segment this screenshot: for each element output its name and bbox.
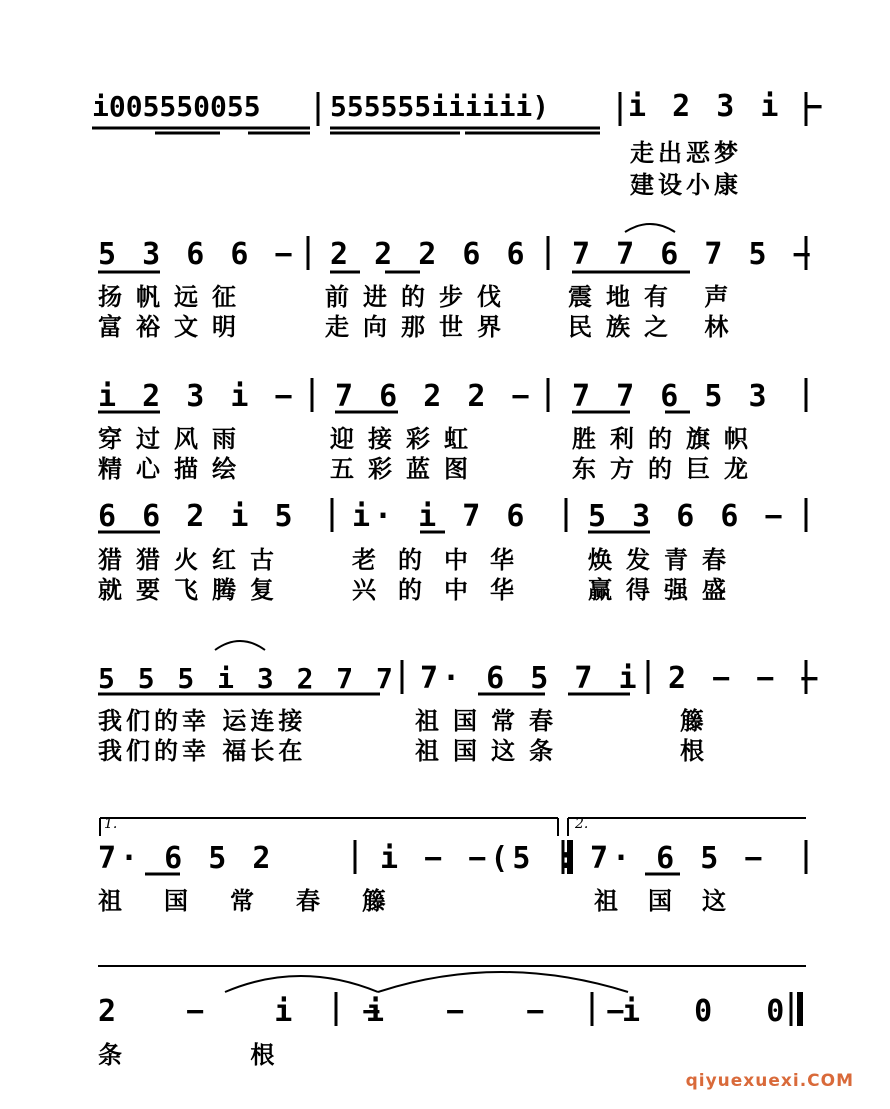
- s1-measure-1: i005550055: [92, 90, 261, 123]
- s3-lyric-1a: 穿过风雨: [98, 424, 250, 453]
- s7-measure-3: i 0 0: [622, 994, 803, 1029]
- s4-measure-1: 6 6 2 i 5: [98, 499, 297, 534]
- s2-measure-2: 2 2 2 6 6: [330, 237, 529, 272]
- s4-lyric-2c: 赢得强盛: [588, 575, 740, 604]
- s5-measure-1: 5 5 5 i 3 2 7 7: [98, 662, 396, 695]
- s4-measure-2: i· i 7 6: [352, 499, 529, 534]
- s5-measure-3: 2 − − −: [668, 661, 823, 696]
- s3-measure-3: 7 7 6 5 3: [572, 379, 771, 414]
- s4-lyric-1b: 老的中华: [352, 545, 536, 574]
- s1-lyric-2: 建设小康: [630, 170, 742, 199]
- s5-measure-2: 7· 6 5 7 i: [420, 661, 641, 696]
- s6-lyric-1a: 祖国常春籐: [98, 886, 428, 915]
- s5-lyric-1b: 祖国常春: [415, 706, 567, 735]
- s5-lyric-1a: 我们的幸 运连接: [98, 706, 307, 735]
- s3-lyric-1b: 迎接彩虹: [330, 424, 482, 453]
- s6-measure-3: 7· 6 5 −: [590, 841, 767, 876]
- ending-2-label: 2.: [575, 816, 589, 832]
- tie: [225, 976, 378, 992]
- s2-lyric-2b: 走向那世界: [325, 312, 515, 341]
- s3-measure-2: 7 6 2 2 −: [335, 379, 534, 414]
- s3-lyric-2b: 五彩蓝图: [330, 454, 482, 483]
- s5-lyric-1c: 籐: [680, 706, 718, 735]
- s4-lyric-2b: 兴的中华: [352, 575, 536, 604]
- s2-lyric-1a: 扬帆远征: [98, 282, 250, 311]
- tie: [378, 972, 628, 992]
- s7-measure-1: 2 − i −: [98, 994, 407, 1029]
- ending-1-label: 1.: [104, 816, 118, 832]
- s2-lyric-1b: 前进的步伐: [325, 282, 515, 311]
- s4-lyric-1c: 焕发青春: [588, 545, 740, 574]
- s3-lyric-1c: 胜利的旗帜: [572, 424, 762, 453]
- tie: [625, 224, 675, 232]
- s7-lyric-1a: 条 根: [98, 1040, 335, 1069]
- s1-measure-2: 555555iiiiii): [330, 90, 550, 123]
- watermark: qiyuexuexi.COM: [685, 1071, 854, 1091]
- s3-measure-1: i 2 3 i −: [98, 379, 297, 414]
- s5-lyric-2a: 我们的幸 福长在: [98, 736, 307, 765]
- s1-measure-3: i 2 3 i −: [628, 89, 827, 124]
- s5-lyric-2b: 祖国这条: [415, 736, 567, 765]
- s7-measure-2: i − − −: [366, 994, 647, 1029]
- s2-measure-1: 5 3 6 6 −: [98, 237, 297, 272]
- s6-measure-2: i − −(5 :: [380, 841, 579, 876]
- s2-lyric-2c: 民族之 林: [568, 312, 743, 341]
- s6-measure-1: 7· 6 5 2: [98, 841, 275, 876]
- s4-lyric-2a: 就要飞腾复: [98, 575, 288, 604]
- s1-lyric-1: 走出恶梦: [630, 138, 742, 167]
- s5-lyric-2c: 根: [680, 736, 718, 765]
- s4-lyric-1a: 猎猎火红古: [98, 545, 288, 574]
- s3-lyric-2c: 东方的巨龙: [572, 454, 762, 483]
- s4-measure-3: 5 3 6 6 −: [588, 499, 787, 534]
- s2-lyric-1c: 震地有 声: [568, 282, 743, 311]
- s2-lyric-2a: 富裕文明: [98, 312, 250, 341]
- s2-measure-3: 7 7 6 7 5 −: [572, 237, 815, 272]
- s3-lyric-2a: 精心描绘: [98, 454, 250, 483]
- s6-lyric-1c: 祖国这: [594, 886, 756, 915]
- tie: [215, 641, 265, 650]
